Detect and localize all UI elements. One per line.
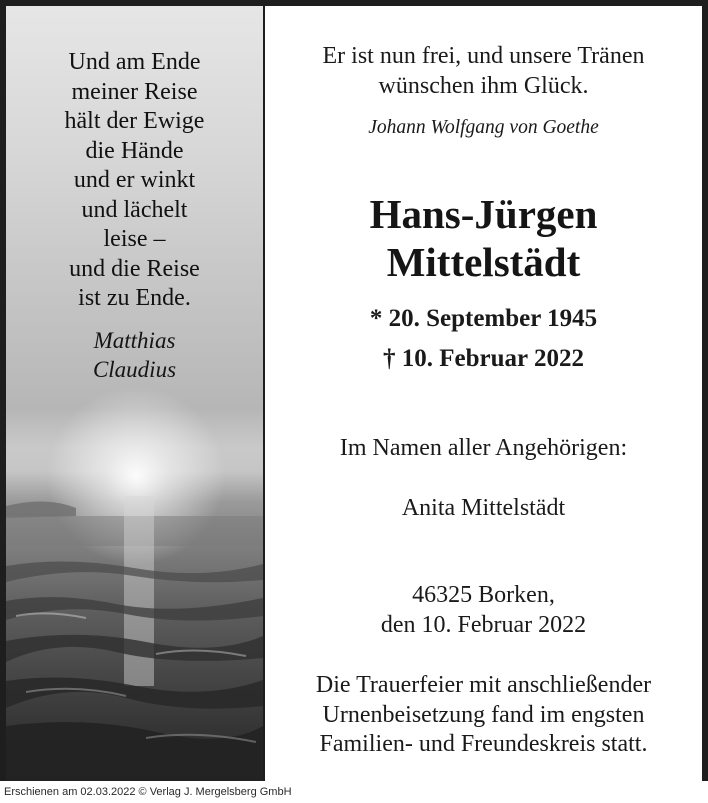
poem-line: und er winkt: [73, 167, 196, 193]
quote-line: Er ist nun frei, und unsere Tränen: [322, 43, 645, 69]
deceased-name: [265, 190, 702, 286]
quote-author: Johann Wolfgang von Goethe: [368, 117, 599, 138]
poem-line: ist zu Ende.: [78, 285, 191, 311]
place-and-date: [265, 581, 702, 640]
poem-line: Und am Ende: [68, 49, 201, 75]
birth-date: * 20. September 1945: [369, 305, 598, 332]
poem-line: hält der Ewige: [64, 108, 205, 134]
sea-waves-image: [6, 476, 263, 781]
poem-author: [6, 326, 263, 384]
poem-line: und die Reise: [69, 255, 200, 282]
ceremony-line: Urnenbeisetzung fand im engsten: [322, 701, 645, 728]
ceremony-line: Familien- und Freundeskreis statt.: [319, 731, 648, 757]
poem-author-line: Claudius: [92, 357, 177, 382]
quote: [265, 42, 702, 101]
deceased-name-line: Hans-Jürgen: [369, 191, 598, 237]
quote-line: wünschen ihm Glück.: [378, 72, 589, 99]
poem-author-line: Matthias: [93, 328, 176, 353]
poem-line: meiner Reise: [71, 78, 198, 105]
death-date: † 10. Februar 2022: [383, 345, 584, 372]
ceremony-notice: [265, 671, 702, 760]
poem-line: die Hände: [85, 137, 184, 164]
sunset-sea-photo-panel: [6, 6, 263, 781]
poem-line: und lächelt: [81, 196, 188, 223]
place-line: 46325 Borken,: [412, 582, 555, 608]
publication-footer: Erschienen am 02.03.2022 © Verlag J. Mergelsberg GmbH: [0, 781, 708, 803]
place-line: den 10. Februar 2022: [380, 611, 587, 638]
family-intro: Im Namen aller Angehörigen:: [339, 435, 628, 461]
poem: [6, 48, 263, 314]
signatory-name: Anita Mittelstädt: [401, 495, 566, 521]
deceased-name-line: Mittelstädt: [386, 239, 581, 285]
ceremony-line: Die Trauerfeier mit anschließender: [315, 672, 652, 698]
notice-text-panel: [265, 6, 702, 781]
poem-line: leise –: [103, 226, 166, 252]
